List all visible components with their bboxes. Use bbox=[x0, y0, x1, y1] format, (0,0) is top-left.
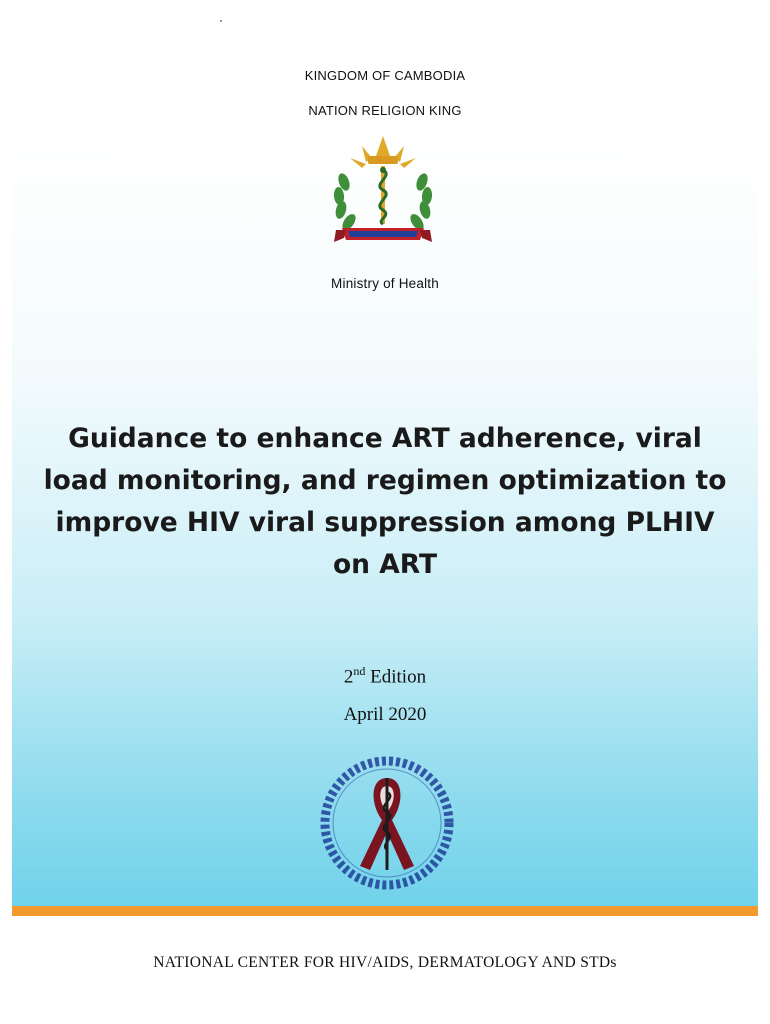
scan-speck bbox=[220, 20, 222, 22]
ministry-name: Ministry of Health bbox=[331, 276, 439, 291]
kingdom-heading: KINGDOM OF CAMBODIA bbox=[304, 68, 466, 83]
emblem-banner bbox=[334, 228, 432, 242]
edition-number: 2 bbox=[343, 666, 354, 688]
crown-icon bbox=[350, 136, 416, 168]
document-title: Guidance to enhance ART adherence, viral load monitoring, and regimen optimization to improve HIV viral suppression among PLHIV on ART bbox=[43, 423, 727, 580]
edition-word: Edition bbox=[370, 666, 427, 688]
ministry-of-health-emblem bbox=[322, 132, 444, 254]
rod-of-asclepius-icon bbox=[380, 166, 386, 224]
publisher-organization: NATIONAL CENTER FOR HIV/AIDS, DERMATOLOGY AND STDs bbox=[153, 954, 617, 971]
edition-line bbox=[0, 664, 770, 688]
national-motto: NATION RELIGION KING bbox=[308, 103, 462, 118]
orange-divider bbox=[12, 906, 758, 916]
nchads-emblem bbox=[312, 748, 462, 898]
edition-suffix: nd bbox=[353, 664, 366, 678]
publication-date: April 2020 bbox=[343, 704, 427, 725]
